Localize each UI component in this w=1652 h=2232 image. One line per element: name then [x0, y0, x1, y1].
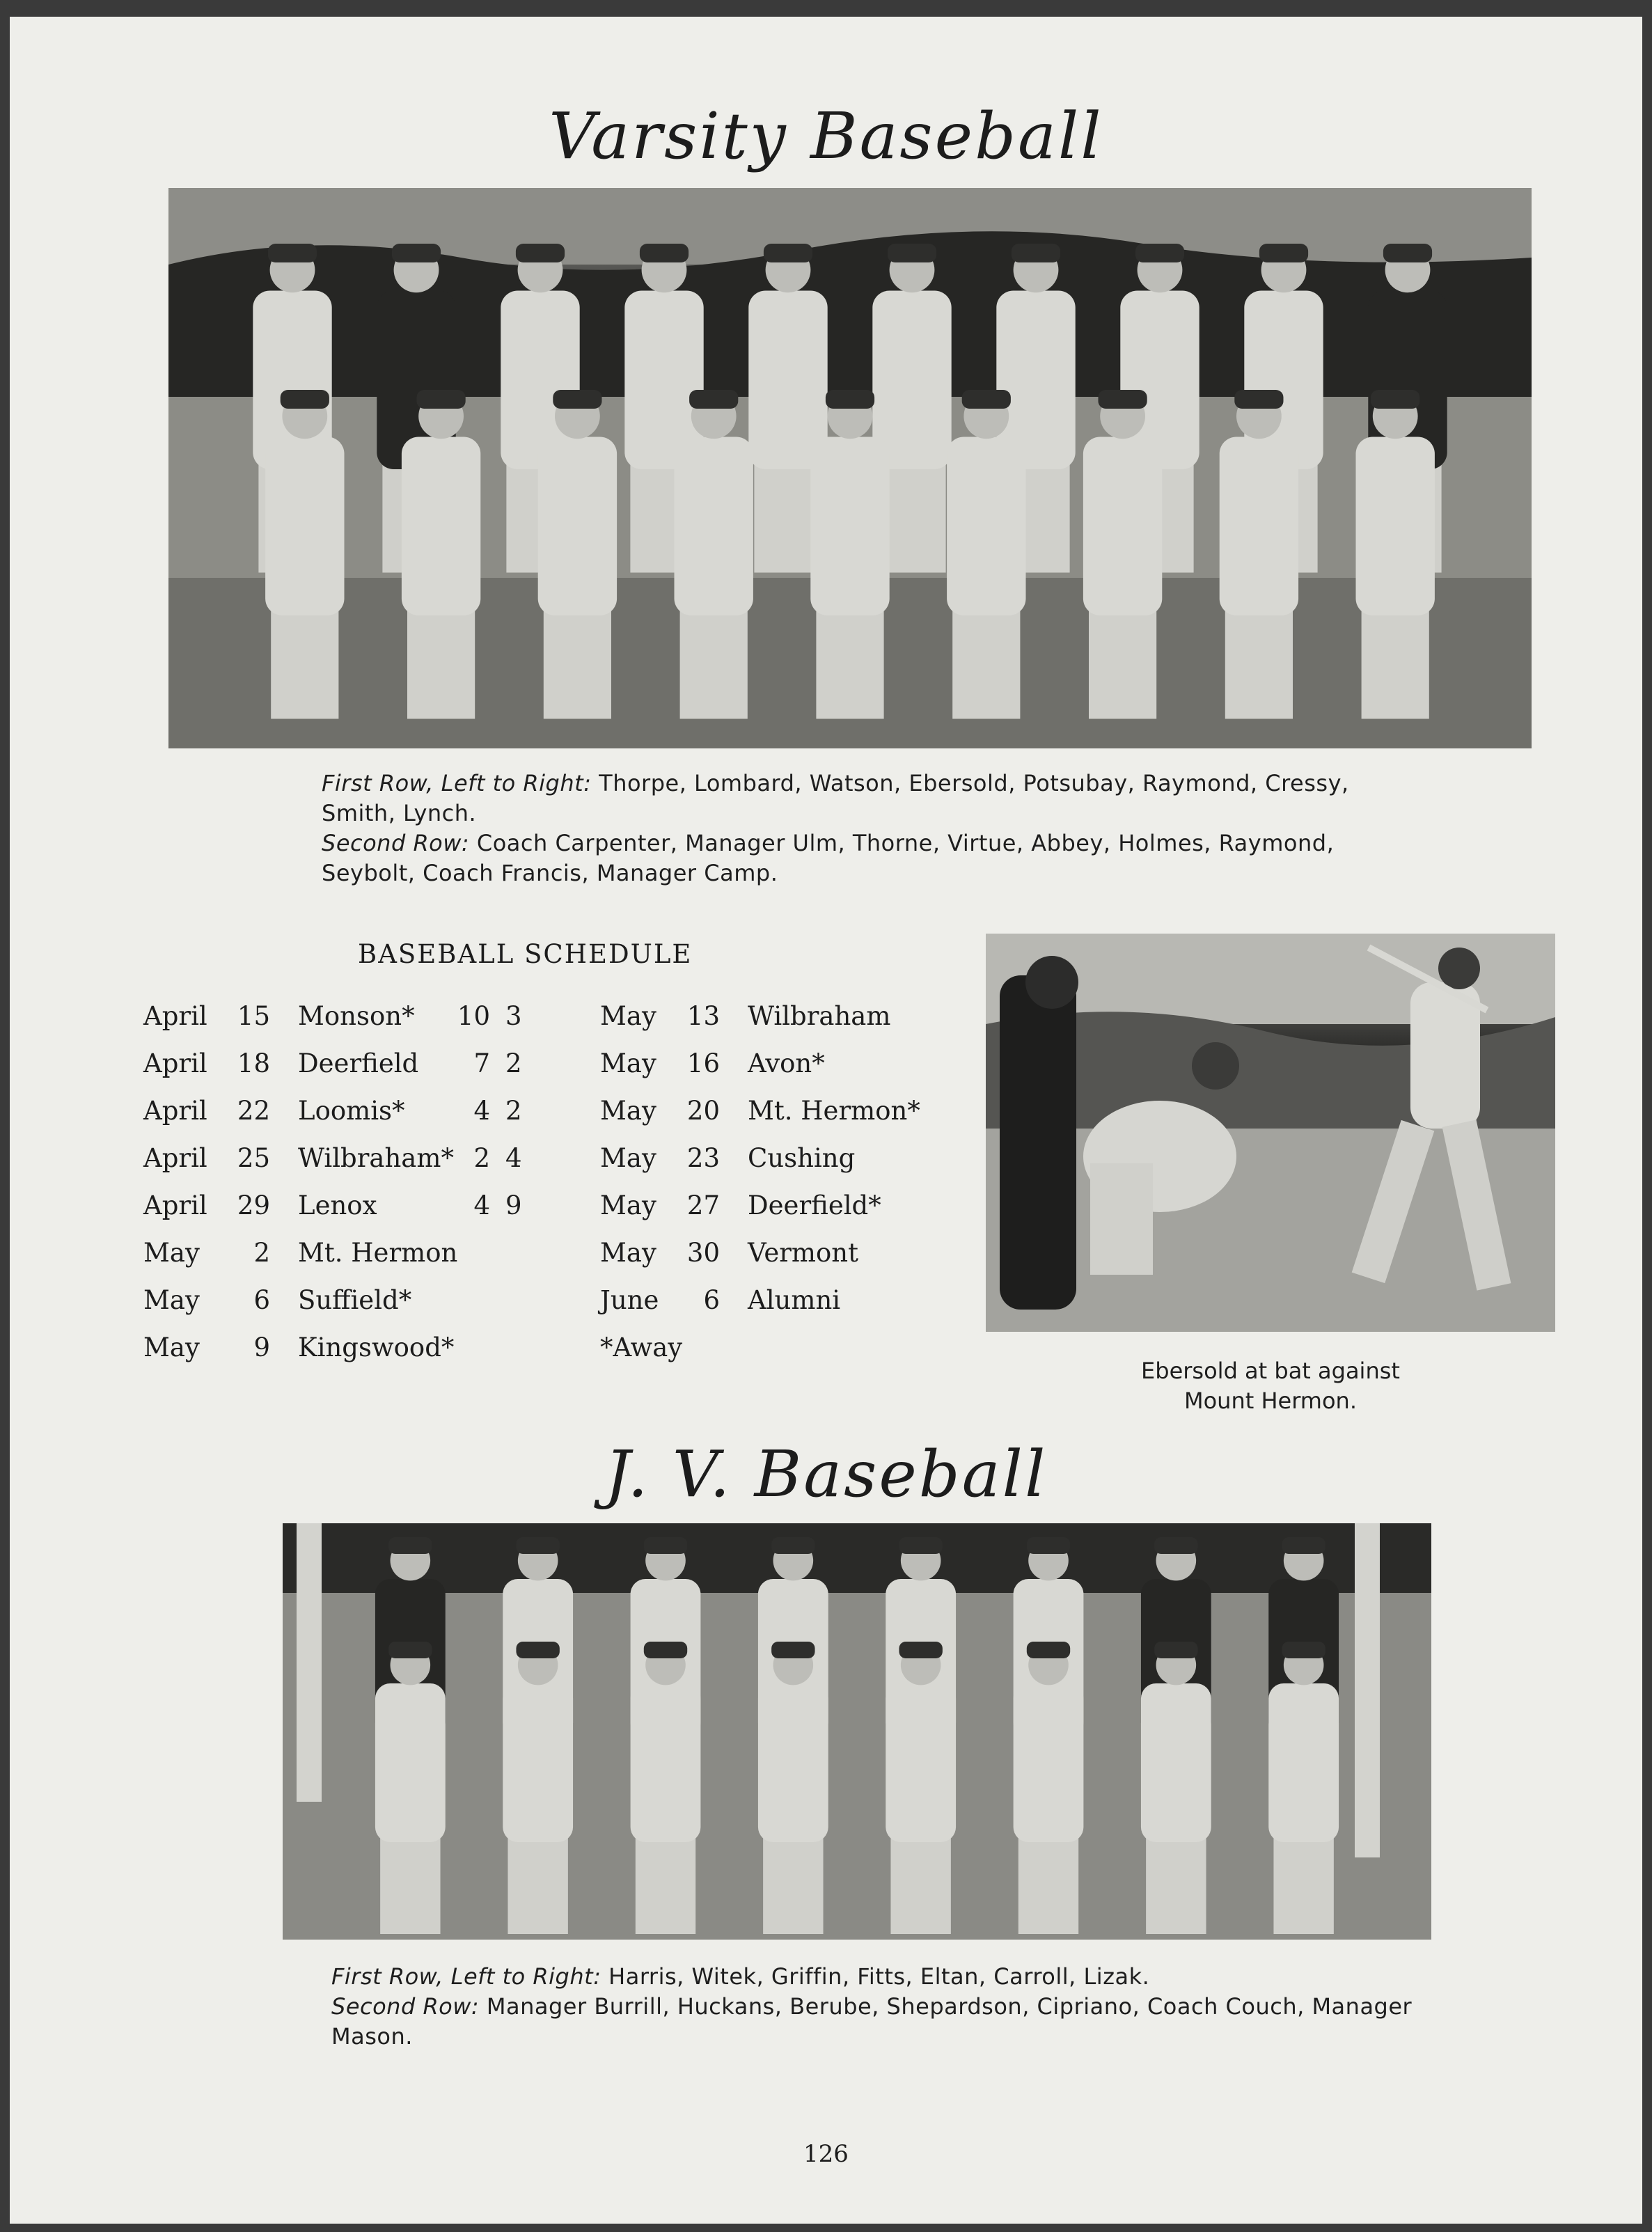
- schedule-day: 25: [237, 1143, 270, 1173]
- varsity-caption: [322, 769, 1408, 888]
- schedule-score-them: 9: [505, 1190, 522, 1220]
- schedule-month: April: [143, 1143, 207, 1173]
- schedule-row: [143, 1285, 561, 1333]
- player-figure-front-row: [1014, 1642, 1084, 1934]
- varsity-row1-names: Thorpe, Lombard, Watson, Ebersold, Potsubay, Raymond, Cressy, Smith, Lynch.: [322, 770, 1349, 826]
- schedule-month: May: [600, 1190, 656, 1220]
- schedule-row: [143, 1333, 561, 1380]
- schedule-opponent: Suffield*: [298, 1285, 412, 1315]
- varsity-row2-label: Second Row:: [322, 830, 470, 856]
- schedule-row: [600, 1001, 962, 1048]
- schedule-score-us: 4: [473, 1190, 490, 1220]
- schedule-day: 13: [686, 1001, 720, 1031]
- umpire-figure: [1000, 956, 1078, 1310]
- schedule-away-note-row: [600, 1333, 962, 1380]
- schedule-month: April: [143, 1001, 207, 1031]
- schedule-month: May: [143, 1238, 200, 1268]
- action-photo: [986, 934, 1555, 1332]
- schedule-opponent: Cushing: [748, 1143, 856, 1173]
- schedule-row: [143, 1048, 561, 1096]
- schedule-row: [143, 1001, 561, 1048]
- player-figure-front-row: [1083, 390, 1162, 719]
- player-figure-front-row: [631, 1642, 701, 1934]
- schedule-month: April: [143, 1048, 207, 1078]
- schedule-opponent: Wilbraham*: [298, 1143, 454, 1173]
- varsity-team-photo: [168, 188, 1532, 748]
- schedule-month: April: [143, 1096, 207, 1126]
- schedule-row: [143, 1096, 561, 1143]
- schedule-month: May: [600, 1048, 656, 1078]
- player-figure-front-row: [538, 390, 617, 719]
- schedule-day: 2: [253, 1238, 270, 1268]
- player-figure-front-row: [503, 1642, 573, 1934]
- player-figure-front-row: [947, 390, 1025, 719]
- action-caption-line1: Ebersold at bat against: [1141, 1358, 1400, 1384]
- player-figure-front-row: [886, 1642, 956, 1934]
- jv-row2-label: Second Row:: [331, 1993, 480, 2020]
- schedule-opponent: Avon*: [748, 1048, 825, 1078]
- schedule-opponent: Vermont: [748, 1238, 858, 1268]
- action-caption-line2: Mount Hermon.: [1183, 1388, 1357, 1414]
- schedule-score-them: 2: [505, 1096, 522, 1126]
- schedule-row: [143, 1190, 561, 1238]
- schedule-opponent: Loomis*: [298, 1096, 405, 1126]
- schedule-day: 18: [237, 1048, 270, 1078]
- schedule-month: May: [143, 1333, 200, 1362]
- schedule-opponent: Lenox: [298, 1190, 377, 1220]
- schedule-score-us: 10: [457, 1001, 490, 1031]
- schedule-month: May: [600, 1143, 656, 1173]
- schedule-score-us: 2: [473, 1143, 490, 1173]
- varsity-title: Varsity Baseball: [549, 99, 1103, 173]
- schedule-opponent: Mt. Hermon*: [748, 1096, 920, 1126]
- schedule-day: 16: [686, 1048, 720, 1078]
- player-figure-front-row: [402, 390, 480, 719]
- player-figure-front-row: [1220, 390, 1298, 719]
- schedule-opponent: Kingswood*: [298, 1333, 455, 1362]
- schedule-month: April: [143, 1190, 207, 1220]
- jv-caption: [331, 1962, 1417, 2052]
- schedule-row: [600, 1096, 962, 1143]
- schedule-opponent: Mt. Hermon: [298, 1238, 458, 1268]
- player-figure-front-row: [375, 1642, 446, 1934]
- schedule-day: 15: [237, 1001, 270, 1031]
- jv-row1-names: Harris, Witek, Griffin, Fitts, Eltan, Carroll, Lizak.: [608, 1963, 1150, 1990]
- schedule-opponent: Alumni: [748, 1285, 841, 1315]
- schedule-day: 22: [237, 1096, 270, 1126]
- schedule-day: 20: [686, 1096, 720, 1126]
- schedule-left-column: [143, 1001, 561, 1380]
- player-figure-front-row: [1268, 1642, 1339, 1934]
- page-number: 126: [803, 2140, 849, 2168]
- schedule-month: May: [600, 1238, 656, 1268]
- schedule-row: [600, 1190, 962, 1238]
- player-figure-front-row: [1141, 1642, 1211, 1934]
- schedule-away-note: *Away: [600, 1333, 683, 1362]
- schedule-day: 6: [253, 1285, 270, 1315]
- schedule-month: May: [600, 1001, 656, 1031]
- schedule-opponent: Deerfield*: [748, 1190, 881, 1220]
- schedule-score-them: 3: [505, 1001, 522, 1031]
- schedule-day: 27: [686, 1190, 720, 1220]
- player-figure-front-row: [1356, 390, 1435, 719]
- jv-photo-art: [283, 1523, 1431, 1940]
- schedule-right-column: [600, 1001, 962, 1380]
- jv-row1-label: First Row, Left to Right:: [331, 1963, 601, 1990]
- action-photo-art: [986, 934, 1555, 1332]
- schedule-row: [600, 1143, 962, 1190]
- player-figure-front-row: [265, 390, 344, 719]
- schedule-score-us: 7: [473, 1048, 490, 1078]
- schedule-row: [143, 1143, 561, 1190]
- jv-row2-names: Manager Burrill, Huckans, Berube, Shepardson, Cipriano, Coach Couch, Manager Mason.: [331, 1993, 1413, 2050]
- schedule-score-them: 2: [505, 1048, 522, 1078]
- schedule-row: [600, 1238, 962, 1285]
- schedule-day: 23: [686, 1143, 720, 1173]
- jv-title: J. V. Baseball: [604, 1437, 1048, 1511]
- yearbook-page: [10, 17, 1642, 2224]
- varsity-row2-names: Coach Carpenter, Manager Ulm, Thorne, Virtue, Abbey, Holmes, Raymond, Seybolt, Coach Francis, Manager Camp.: [322, 830, 1335, 886]
- schedule-day: 30: [686, 1238, 720, 1268]
- varsity-photo-art: [168, 188, 1532, 748]
- schedule-opponent: Deerfield: [298, 1048, 419, 1078]
- varsity-row1-label: First Row, Left to Right:: [322, 770, 592, 796]
- schedule-score-them: 4: [505, 1143, 522, 1173]
- schedule-title: BASEBALL SCHEDULE: [358, 939, 693, 969]
- schedule-score-us: 4: [473, 1096, 490, 1126]
- schedule-opponent: Wilbraham: [748, 1001, 891, 1031]
- schedule-day: 6: [703, 1285, 720, 1315]
- schedule-opponent: Monson*: [298, 1001, 415, 1031]
- player-figure-front-row: [675, 390, 753, 719]
- player-figure-front-row: [810, 390, 889, 719]
- schedule-row: [600, 1048, 962, 1096]
- schedule-row: [143, 1238, 561, 1285]
- schedule-row: [600, 1285, 962, 1333]
- player-figure-front-row: [758, 1642, 828, 1934]
- jv-team-photo: [283, 1523, 1431, 1940]
- schedule-month: June: [600, 1285, 659, 1315]
- schedule-month: May: [600, 1096, 656, 1126]
- action-photo-caption: [986, 1356, 1555, 1416]
- schedule-day: 29: [237, 1190, 270, 1220]
- schedule-day: 9: [253, 1333, 270, 1362]
- schedule-month: May: [143, 1285, 200, 1315]
